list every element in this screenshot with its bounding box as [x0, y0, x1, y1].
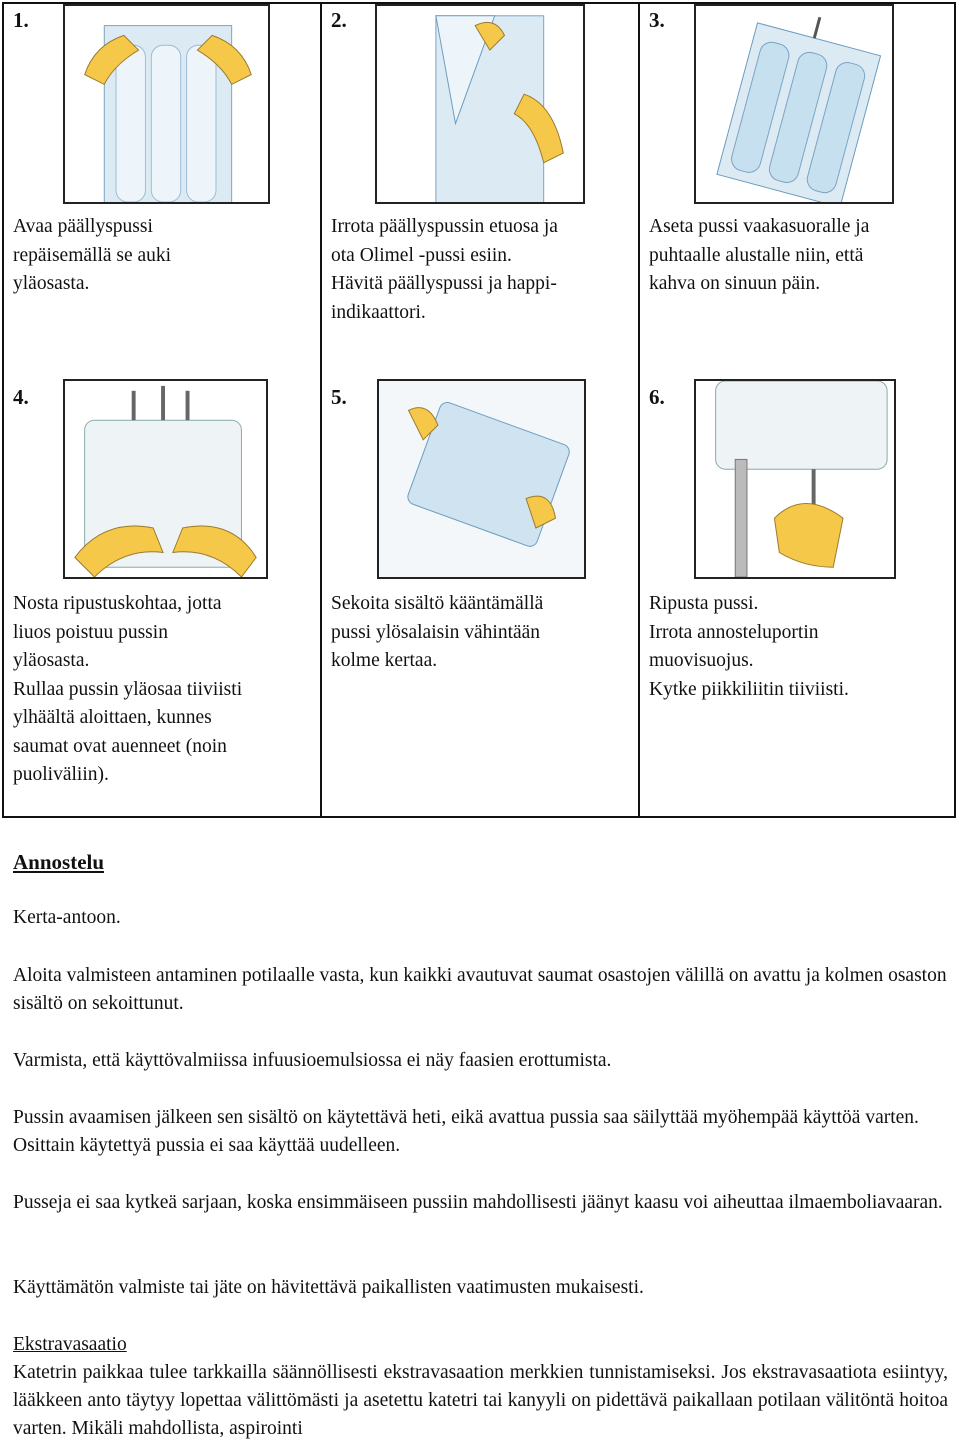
paragraph: Käyttämätön valmiste tai jäte on hävitettävä paikallisten vaatimusten mukaisesti.: [13, 1277, 644, 1298]
step-5-illustration: [377, 379, 586, 579]
paragraph: Aloita valmisteen antaminen potilaalle vasta, kun kaikki avautuvat saumat osastojen välillä on avattu ja kolmen osaston sisältö on sekoittunut.: [13, 965, 947, 1014]
step-number: 6.: [649, 385, 665, 409]
paragraph: Varmista, että käyttövalmiissa infuusioemulsiossa ei näy faasien erottumista.: [13, 1050, 612, 1071]
step-number: 5.: [331, 385, 347, 409]
step-5-caption: Sekoita sisältö kääntämällä pussi ylösalaisin vähintään kolme kertaa.: [331, 593, 544, 671]
step-2-illustration: [375, 4, 585, 204]
step-4-caption: Nosta ripustuskohtaa, jotta liuos poistuu pussin yläosasta. Rullaa pussin yläosaa tiiviisti ylhäältä aloittaen, kunnes saumat ovat auenneet (noin puoliväliin).: [13, 593, 243, 785]
paragraph: Katetrin paikkaa tulee tarkkailla säännöllisesti ekstravasaation merkkien tunnistamiseksi. Jos ekstravasaatiota esiintyy, lääkkeen anto täytyy lopettaa välittömästi ja asetettu katetri tai kanyyli on pidettävä paikallaan potilaan välitöntä hoitoa varten. Mikäli mahdollista, aspirointi: [13, 1362, 948, 1439]
step-number: 4.: [13, 385, 29, 409]
step-1-caption: Avaa päällyspussi repäisemällä se auki yläosasta.: [13, 216, 172, 294]
paragraph: Pussin avaamisen jälkeen sen sisältö on käytettävä heti, eikä avattua pussia saa säilyttää myöhempää käyttöä varten. Osittain käytettyä pussia ei saa käyttää uudelleen.: [13, 1107, 919, 1156]
step-3-caption: Aseta pussi vaakasuoralle ja puhtaalle alustalle niin, että kahva on sinuun päin.: [649, 216, 870, 294]
step-6-illustration: [694, 379, 896, 579]
step-number: 1.: [13, 8, 29, 32]
column-divider: [638, 4, 640, 816]
column-divider: [320, 4, 322, 816]
step-number: 2.: [331, 8, 347, 32]
step-2-caption: Irrota päällyspussin etuosa ja ota Olimel -pussi esiin. Hävitä päällyspussi ja happi- indikaattori.: [331, 216, 558, 323]
step-4-illustration: [63, 379, 268, 579]
step-3-illustration: [694, 4, 894, 204]
step-1-illustration: [63, 4, 270, 204]
subsection-heading: Ekstravasaatio: [13, 1334, 127, 1355]
step-number: 3.: [649, 8, 665, 32]
step-6-caption: Ripusta pussi. Irrota annosteluportin muovisuojus. Kytke piikkiliitin tiiviisti.: [649, 593, 849, 700]
paragraph: Kerta-antoon.: [13, 907, 121, 928]
section-heading: Annostelu: [13, 850, 105, 874]
paragraph: Pusseja ei saa kytkeä sarjaan, koska ensimmäiseen pussiin mahdollisesti jäänyt kaasu voi aiheuttaa ilmaemboliavaaran.: [13, 1192, 943, 1213]
